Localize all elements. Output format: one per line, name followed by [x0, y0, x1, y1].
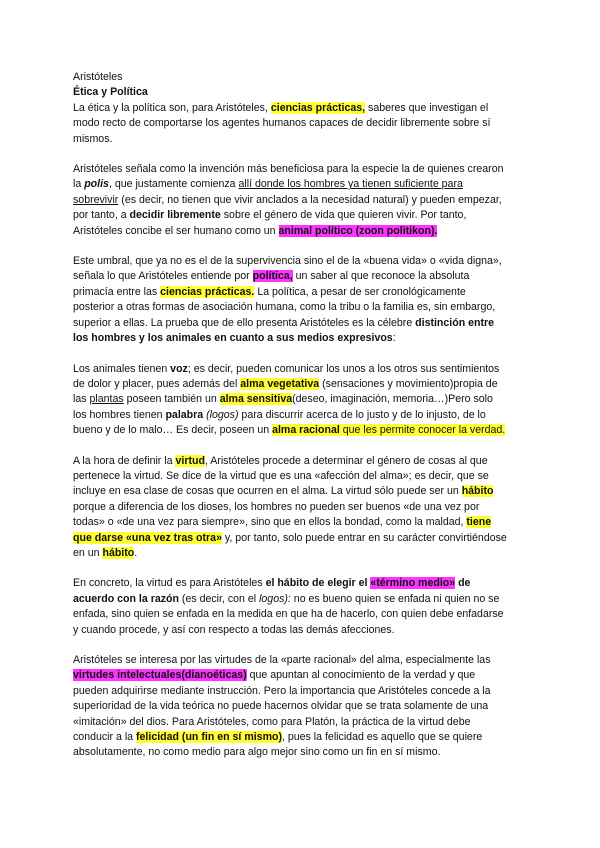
text-line	[73, 377, 535, 392]
text-line	[73, 576, 535, 591]
text-run: (deseo, imaginación, memoria…)Pero solo	[292, 393, 493, 406]
text-run: acuerdo con la razón	[73, 592, 179, 605]
text-line	[73, 423, 535, 438]
text-line	[73, 392, 535, 407]
text-run: , Aristóteles procede a determinar el género de cosas al que	[204, 454, 488, 467]
text-run: en un	[73, 546, 103, 559]
text-run: allí donde los hombres ya tienen suficiente para	[238, 178, 463, 191]
text-run: no es bueno quien se enfada ni quien no se	[290, 592, 500, 605]
text-run: el hábito de elegir el	[265, 577, 371, 590]
highlighted-text: virtud	[175, 454, 205, 467]
text-run: posterior a otras formas de asociación humana, como la tribu o la familia es, sin embargo,	[73, 301, 496, 314]
paragraph	[73, 653, 535, 761]
highlighted-text: que les permite conocer la verdad.	[339, 424, 506, 437]
text-run: «imitación» del dios. Para Aristóteles, como para Platón, la práctica de la virtud debe	[73, 715, 471, 728]
text-line	[73, 653, 535, 668]
text-run: La política, a pesar de ser cronológicamente	[254, 285, 466, 298]
text-line	[73, 500, 535, 515]
text-run: y, por tanto, solo puede entrar en su carácter convirtiéndose	[221, 531, 507, 544]
text-run: la	[73, 178, 85, 191]
text-run: señala lo que Aristóteles entiende por	[73, 270, 253, 283]
text-line	[73, 684, 535, 699]
text-line	[73, 484, 535, 499]
text-run: voz	[170, 362, 188, 375]
text-run: para discurrir acerca de lo justo y de lo injusto, de lo	[238, 408, 486, 421]
text-run: , pues la felicidad es aquello que se quiere	[282, 731, 483, 744]
text-line	[73, 208, 535, 223]
text-run: Los animales tienen	[73, 362, 171, 375]
paragraph	[73, 454, 535, 562]
text-line	[73, 408, 535, 423]
text-run: las	[73, 393, 90, 406]
paragraph	[73, 362, 535, 439]
text-run: decidir libremente	[129, 209, 221, 222]
text-run: porque a diferencia de los dioses, los hombres no pueden ser buenos «de una vez por	[73, 500, 480, 513]
text-run: (es decir, con el	[178, 592, 260, 605]
text-line	[73, 454, 535, 469]
document-page	[73, 70, 535, 776]
highlighted-text: que darse «una vez tras otra»	[73, 531, 222, 544]
text-run: pueden adquirirse mediante instrucción. Pero la importancia que Aristóteles concede a la	[73, 684, 491, 697]
text-line	[73, 162, 535, 177]
text-line	[73, 469, 535, 484]
text-run: Este umbral, que ya no es el de la supervivencia sino el de la «buena vida» o «vida digna»,	[73, 255, 502, 268]
highlighted-text: ciencias prácticas.	[160, 285, 255, 298]
text-line	[73, 623, 535, 638]
text-line	[73, 177, 535, 192]
text-run: enfada, sino quien se enfada en la medida en que ha de hacerlo, con quien debe enfadarse	[73, 608, 504, 621]
text-run: ; es decir, pueden comunicar los unos a los otros sus sentimientos	[187, 362, 500, 375]
text-run: superior a ellas. La prueba que de ello presenta Aristóteles es la célebre	[73, 316, 416, 329]
text-line	[73, 745, 535, 760]
text-run: logos):	[259, 592, 291, 605]
text-line	[73, 362, 535, 377]
highlighted-text: virtudes intelectuales(dianoéticas)	[73, 669, 247, 682]
text-run: Aristóteles concibe el ser humano como un	[73, 224, 279, 237]
text-line	[73, 668, 535, 683]
text-line	[73, 730, 535, 745]
highlighted-text: hábito	[102, 546, 135, 559]
text-run: modo recto de comportarse los agentes humanos capaces de decidir libremente sobre sí	[73, 117, 491, 130]
paragraph	[73, 254, 535, 346]
text-line	[73, 515, 535, 530]
text-line	[73, 331, 535, 346]
text-run: incluye en esa clase de cosas que ocurren en el alma. La virtud sólo puede ser un	[73, 485, 462, 498]
text-line	[73, 269, 535, 284]
document-body	[73, 101, 535, 761]
text-run: distinción entre	[415, 316, 495, 329]
highlighted-text: felicidad (un fin en sí mismo)	[136, 731, 282, 744]
text-run: En concreto, la virtud es para Aristóteles	[73, 577, 266, 590]
text-run: La ética y la política son, para Aristóteles,	[73, 101, 271, 114]
text-run: mismos.	[73, 132, 113, 145]
highlighted-text: alma vegetativa	[240, 377, 320, 390]
document-author: Aristóteles	[73, 71, 123, 83]
text-run: plantas	[89, 393, 124, 406]
paragraph	[73, 162, 535, 239]
text-line	[73, 592, 535, 607]
text-run: primacía entre las	[73, 285, 161, 298]
text-run: , que justamente comienza	[108, 178, 239, 191]
text-line	[73, 316, 535, 331]
text-run: los hombres tienen	[73, 408, 166, 421]
text-line	[73, 193, 535, 208]
text-run: (logos)	[206, 408, 239, 421]
text-run: (sensaciones y movimiento)propia de	[319, 377, 498, 390]
text-run: superioridad de la vida teórica no puede hacernos olvidar que se trata solamente de una	[73, 700, 489, 713]
text-line	[73, 715, 535, 730]
text-run: los hombres y los animales en cuanto a sus medios expresivos	[73, 332, 393, 345]
text-line	[73, 699, 535, 714]
text-run: .	[134, 546, 138, 559]
text-run: absolutamente, no como medio para algo mejor sino como un fin en sí mismo.	[73, 746, 441, 759]
highlighted-text: tiene	[466, 516, 492, 529]
text-run: palabra	[165, 408, 204, 421]
text-line	[73, 101, 535, 116]
text-run: bueno y de lo malo… Es decir, poseen un	[73, 424, 273, 437]
document-title: Ética y Política	[73, 86, 148, 99]
text-run: de dolor y placer, pues además del	[73, 377, 241, 390]
text-run: polis	[84, 178, 109, 191]
highlighted-text: hábito	[461, 485, 494, 498]
text-run: saberes que investigan el	[365, 101, 489, 114]
text-run: todas» o «de una vez para siempre», sino que en ellos la bondad, como la maldad,	[73, 516, 467, 529]
text-run: un saber al que reconoce la absoluta	[292, 270, 470, 283]
text-run: y cuando procede, y así con respecto a todas las demás afecciones.	[73, 623, 395, 636]
text-run: sobrevivir	[73, 193, 119, 206]
text-line	[73, 116, 535, 131]
text-run: (es decir, no tienen que vivir anclados a la necesidad natural) y pueden empezar,	[118, 193, 502, 206]
text-line	[73, 607, 535, 622]
text-run: Aristóteles se interesa por las virtudes de la «parte racional» del alma, especialmente las	[73, 654, 491, 666]
text-run: conducir a la	[73, 731, 137, 744]
highlighted-text: «término medio»	[370, 577, 456, 590]
text-line	[73, 224, 535, 239]
highlighted-text: política,	[252, 270, 293, 283]
paragraph	[73, 576, 535, 638]
highlighted-text: alma racional	[272, 424, 340, 437]
highlighted-text: ciencias prácticas,	[270, 101, 366, 114]
text-run: pertenece la virtud. Se dice de la virtud que es una «afección del alma»; es decir, que se	[73, 469, 489, 482]
text-run: poseen también un	[123, 393, 220, 406]
text-line	[73, 254, 535, 269]
text-run: Aristóteles señala como la invención más beneficiosa para la especie la de quienes crearon	[73, 163, 504, 176]
text-line	[73, 132, 535, 147]
text-run: sobre el género de vida que quieren vivir. Por tanto,	[220, 209, 467, 222]
text-line	[73, 285, 535, 300]
text-run: :	[392, 332, 396, 345]
text-line	[73, 300, 535, 315]
text-line	[73, 546, 535, 561]
highlighted-text: animal político (zoon politikon).	[278, 224, 438, 237]
text-run: de	[455, 577, 471, 590]
text-run: por tanto, a	[73, 209, 130, 222]
paragraph	[73, 101, 535, 147]
highlighted-text: alma sensitiva	[219, 393, 293, 406]
text-line	[73, 531, 535, 546]
text-run: que apuntan al conocimiento de la verdad y que	[246, 669, 476, 682]
text-run: A la hora de definir la	[73, 454, 176, 467]
